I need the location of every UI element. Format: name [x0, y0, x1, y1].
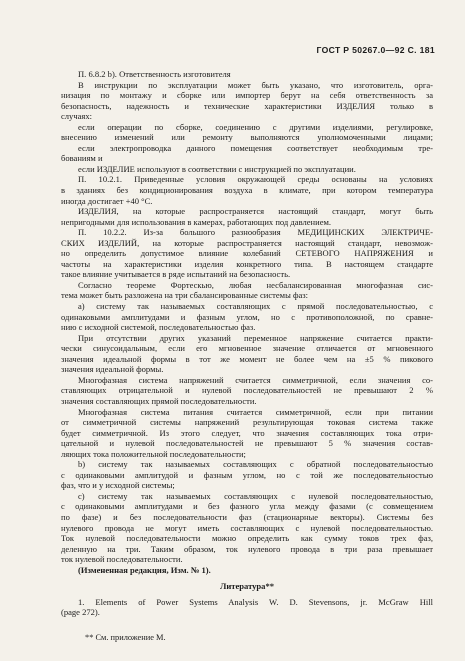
- text-line: Ток нулевой последовательности можно определить как сумму токов трех фаз,: [61, 533, 433, 544]
- text-line: низация по монтажу и сборке или импортер берут на себя ответственность за: [61, 90, 433, 101]
- text-line: с) систему так называемых составляющих с нулевой последовательностью,: [78, 490, 433, 501]
- text-line: значения идеальной формы в тот же момент не более чем на ±5 % пикового: [61, 353, 433, 364]
- text-line: а) систему так называемых составляющих с прямой последовательностью, с: [78, 301, 433, 312]
- text-line: но определить допустимое влияние колебаний СЕТЕВОГО НАПРЯЖЕНИЯ и: [61, 248, 433, 259]
- text-line: При отсутствии других указаний переменное напряжение считается практи-: [78, 332, 433, 343]
- text-line: ляющих тока положительной последовательности;: [61, 448, 246, 459]
- text-line: нию с исходной системой, последовательностью фаз.: [61, 322, 256, 333]
- text-line: непригодными для использования в камерах, работающих под давлением.: [61, 216, 332, 227]
- text-line: иногда достигает +40 °С.: [61, 195, 153, 206]
- text-line: П. 10.2.1. Приведенные условия окружающей среды основаны на условиях: [78, 174, 433, 185]
- text-line: если ИЗДЕЛИЕ используют в соответствии с инструкцией по эксплуатации.: [78, 163, 356, 174]
- text-line: (page 272).: [61, 607, 100, 618]
- text-line: (Измененная редакция, Изм. № 1).: [78, 564, 211, 575]
- text-line: 1. Elements of Power Systems Analysis W. D. Stevensons, jr. McGraw Hill: [78, 596, 433, 607]
- text-line: в зданиях без кондиционирования воздуха в климате, при котором температура: [61, 185, 433, 196]
- text-line: безопасность, надежность и технические характеристики ИЗДЕЛИЯ только в: [61, 100, 433, 111]
- text-line: такое влияние учитывается в ряде испытаний на безопасность.: [61, 269, 291, 280]
- text-line: с одинаковыми амплитудами и без фазного угла между фазами (с совмещением: [61, 501, 433, 512]
- text-line: с одинаковыми амплитудой и фазным углом, но с той же последовательностью: [61, 469, 433, 480]
- document-body: [61, 69, 433, 618]
- text-line: одинаковыми амплитудами и фазным углом, но с противоположной, по сравне-: [61, 311, 433, 322]
- text-line: частоты на характеристики изделия конкретного типа. В настоящем стандарте: [61, 258, 433, 269]
- text-line: фаз, что и у исходной системы;: [61, 480, 175, 491]
- text-line: ИЗДЕЛИЯ, на которые распространяется настоящий стандарт, могут быть: [78, 206, 433, 217]
- footnote: ** См. приложение М.: [85, 633, 166, 642]
- text-line: значения составляющих прямой последовательности.: [61, 395, 257, 406]
- text-line: В инструкции по эксплуатации может быть указано, что изготовитель, орга-: [78, 79, 433, 90]
- page-header: ГОСТ Р 50267.0—92 С. 181: [316, 45, 435, 55]
- text-line: b) систему так называемых составляющих с обратной последовательностью: [78, 459, 433, 470]
- text-line: цательной и нулевой последовательностей не превышают 5 % значения состав-: [61, 438, 433, 449]
- text-line: деленную на три. Таким образом, ток нулевого провода в три раза превышает: [61, 543, 433, 554]
- text-line: если электропроводка данного помещения соответствует необходимым тре-: [78, 142, 433, 153]
- text-line: от симметричной системы напряжений результирующая токовая система также: [61, 417, 433, 428]
- text-line: СКИХ ИЗДЕЛИЙ, на которые распространяется настоящий стандарт, невозмож-: [61, 237, 433, 248]
- text-line: ставляющих отрицательной и нулевой последовательностей не превышают 2 %: [61, 385, 433, 396]
- text-line: нулевого провода не могут иметь составляющих с нулевой последовательностью.: [61, 522, 433, 533]
- text-line: ток нулевой последовательности.: [61, 554, 183, 565]
- text-line: Многофазная система питания считается симметричной, если при питании: [78, 406, 433, 417]
- text-line: внесению изменений или ремонту выполняются уполномоченными лицами;: [61, 132, 433, 143]
- section-heading: Литература**: [219, 581, 275, 592]
- text-line: чески синусоидальным, если его мгновенное значение отличается от мгновенного: [61, 343, 433, 354]
- text-line: по фазе) и без последовательности фаз (стационарные векторы). Системы без: [61, 511, 433, 522]
- text-line: Многофазная система напряжений считается симметричной, если значения со-: [78, 374, 433, 385]
- text-line: случаях:: [61, 111, 93, 122]
- text-line: П. 10.2.2. Из-за большого разнообразия МЕДИЦИНСКИХ ЭЛЕКТРИЧЕ-: [78, 227, 433, 238]
- text-line: П. 6.8.2 b). Ответственность изготовителя: [78, 69, 231, 79]
- text-line: тема может быть разложена на три сбалансированные системы фаз:: [61, 290, 309, 301]
- text-line: если операции по сборке, соединению с другими изделиями, регулировке,: [78, 121, 433, 132]
- text-line: будет симметричной. Из этого следует, что значения составляющих тока отри-: [61, 427, 433, 438]
- text-line: Согласно теореме Фортескью, любая несбалансированная многофазная сис-: [78, 279, 433, 290]
- text-line: значения идеальной формы.: [61, 364, 164, 375]
- text-line: бованиям и: [61, 153, 103, 164]
